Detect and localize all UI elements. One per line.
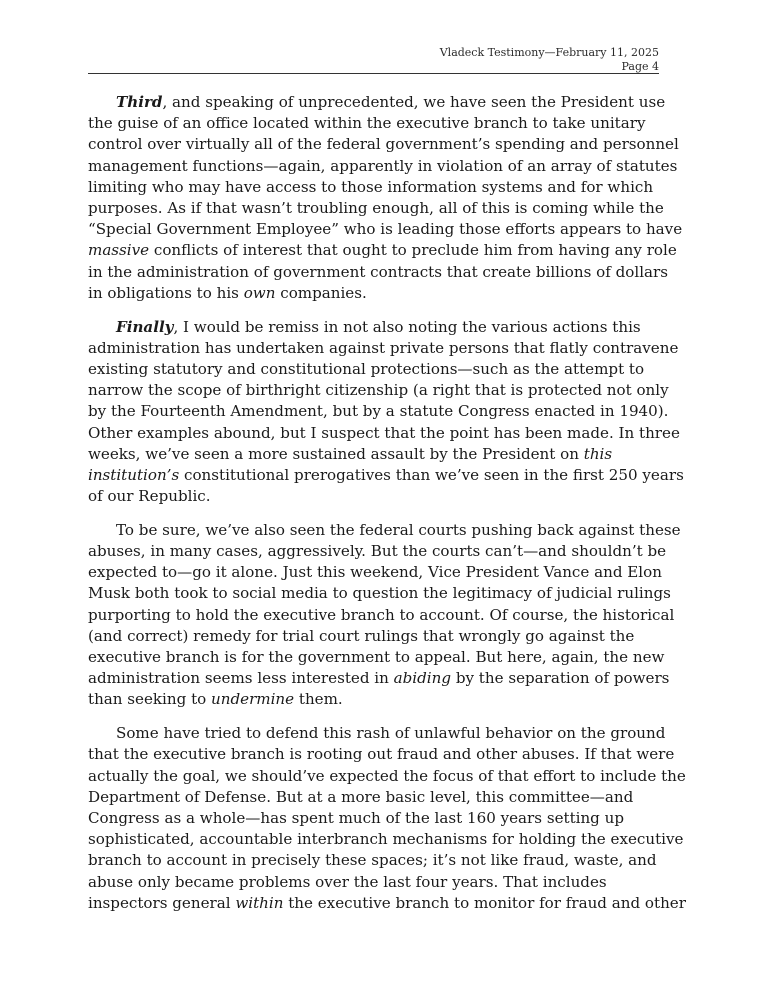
text-run: branch to account in precisely these spaces; it’s not like fraud, waste, and: [88, 851, 657, 870]
text-line: [88, 177, 661, 198]
text-line: [88, 583, 671, 604]
text-line: [88, 113, 661, 134]
text-run: limiting who may have access to those information systems and for which: [88, 177, 654, 196]
text-run: the executive branch to monitor for fraud and other: [283, 893, 686, 912]
text-line: [88, 359, 661, 380]
text-line: [88, 156, 678, 177]
text-line: [88, 423, 680, 444]
header-title: Vladeck Testimony—February 11, 2025: [439, 46, 659, 59]
text-line: [88, 240, 677, 261]
emphasis-text: Third: [116, 93, 163, 111]
text-line: [88, 401, 669, 422]
text-run: management functions—again, apparently in violation of an array of statutes: [88, 156, 678, 175]
page-header: [88, 46, 659, 74]
text-line: [88, 893, 686, 914]
text-line: [88, 262, 668, 283]
text-line: [88, 380, 669, 401]
emphasis-text: [116, 318, 173, 336]
text-line: [88, 219, 683, 240]
text-line: [88, 92, 666, 113]
text-line: [88, 647, 665, 668]
body-paragraph: [88, 723, 686, 914]
text-line: [88, 689, 661, 710]
text-line: [88, 850, 661, 871]
emphasis-text: own: [243, 283, 276, 302]
text-line: [88, 605, 675, 626]
text-run: narrow the scope of birthright citizenship (a right that is protected not only: [88, 381, 669, 400]
text-line: [88, 872, 661, 893]
emphasis-text: Finally: [116, 317, 174, 336]
emphasis-text: within: [235, 893, 284, 912]
text-line: [88, 465, 684, 486]
text-run: purposes. As if that wasn’t troubling enough, all of this is coming while the: [88, 199, 664, 218]
text-line: [88, 668, 670, 689]
text-run: the guise of an office located within the executive branch to take unitary: [88, 114, 646, 133]
text-run: administration has undertaken against private persons that flatly contravene: [88, 338, 679, 357]
text-run: Musk both took to social media to question the legitimacy of judicial rulings: [88, 584, 671, 603]
text-line: [88, 134, 679, 155]
text-line: [88, 338, 679, 359]
text-line: [88, 766, 686, 787]
text-run: actually the goal, we should’ve expected the focus of that effort to include the: [88, 766, 686, 785]
header-page-number: Page 4: [621, 60, 659, 73]
text-line: [88, 520, 681, 541]
text-run: Department of Defense. But at a more basic level, this committee—and: [88, 787, 634, 806]
text-run: Congress as a whole—has spent much of the last 160 years setting up: [88, 809, 625, 827]
text-run: (and correct) remedy for trial court rulings that wrongly go against the: [88, 626, 635, 645]
text-run: by the Fourteenth Amendment, but by a statute Congress enacted in 1940).: [88, 402, 669, 421]
text-run: in obligations to his: [88, 283, 244, 302]
text-run: “Special Government Employee” who is leading those efforts appears to have: [88, 220, 683, 239]
text-run: than seeking to: [88, 690, 212, 709]
text-run: administration seems less interested in: [88, 669, 394, 688]
text-run: expected to—go it alone. Just this weekend, Vice President Vance and Elon: [88, 563, 662, 582]
text-line: [88, 198, 664, 219]
text-run: that the executive branch is rooting out fraud and other abuses. If that were: [88, 745, 675, 764]
text-run: control over virtually all of the federal government’s spending and personnel: [88, 135, 679, 154]
text-line: [88, 808, 661, 829]
text-run: them.: [294, 690, 343, 709]
text-run: constitutional prerogatives than we’ve seen in the first 250 years: [179, 465, 684, 484]
text-line: [88, 541, 667, 562]
emphasis-text: [116, 93, 162, 111]
text-run: weeks, we’ve seen a more sustained assault by the President on: [88, 444, 584, 463]
text-run: existing statutory and constitutional protections—such as the attempt to: [88, 359, 645, 378]
emphasis-text: institution’s: [88, 465, 180, 484]
emphasis-text: massive: [88, 241, 150, 260]
text-line: [88, 787, 661, 808]
text-line: [88, 744, 675, 765]
text-run: , and speaking of unprecedented, we have seen the President use: [162, 93, 666, 111]
body-paragraph: [88, 92, 683, 304]
text-run: To be sure, we’ve also seen the federal courts pushing back against these: [116, 520, 681, 539]
text-run: purporting to hold the executive branch to account. Of course, the historical: [88, 605, 675, 624]
text-line: [88, 283, 661, 304]
text-run: of our Republic.: [88, 487, 211, 506]
text-run: by the separation of powers: [451, 669, 670, 688]
body-paragraph: [88, 317, 684, 508]
text-line: [88, 486, 661, 507]
text-run: abuse only became problems over the last four years. That includes: [88, 872, 607, 891]
text-run: executive branch is for the government to appeal. But here, again, the new: [88, 648, 665, 667]
emphasis-text: undermine: [211, 690, 295, 709]
text-line: [88, 626, 661, 647]
text-line: [88, 562, 661, 583]
text-line: [88, 723, 666, 744]
text-run: , I would be remiss in not also noting the various actions this: [173, 317, 641, 336]
text-run: in the administration of government contracts that create billions of dollars: [88, 262, 668, 281]
body-paragraph: [88, 520, 681, 711]
text-line: [88, 829, 684, 850]
text-run: companies.: [275, 283, 367, 302]
text-run: sophisticated, accountable interbranch mechanisms for holding the executive: [88, 830, 684, 849]
emphasis-text: this: [583, 444, 613, 463]
text-line: [88, 444, 661, 465]
document-body: [88, 92, 686, 927]
text-run: Other examples abound, but I suspect that the point has been made. In three: [88, 423, 680, 442]
text-run: Some have tried to defend this rash of unlawful behavior on the ground: [116, 724, 666, 743]
header-rule: [88, 73, 659, 74]
text-run: abuses, in many cases, aggressively. But the courts can’t—and shouldn’t be: [88, 542, 667, 561]
text-line: [88, 317, 661, 338]
text-run: conflicts of interest that ought to preclude him from having any role: [149, 241, 677, 260]
emphasis-text: abiding: [393, 669, 452, 688]
text-run: inspectors general: [88, 893, 236, 912]
